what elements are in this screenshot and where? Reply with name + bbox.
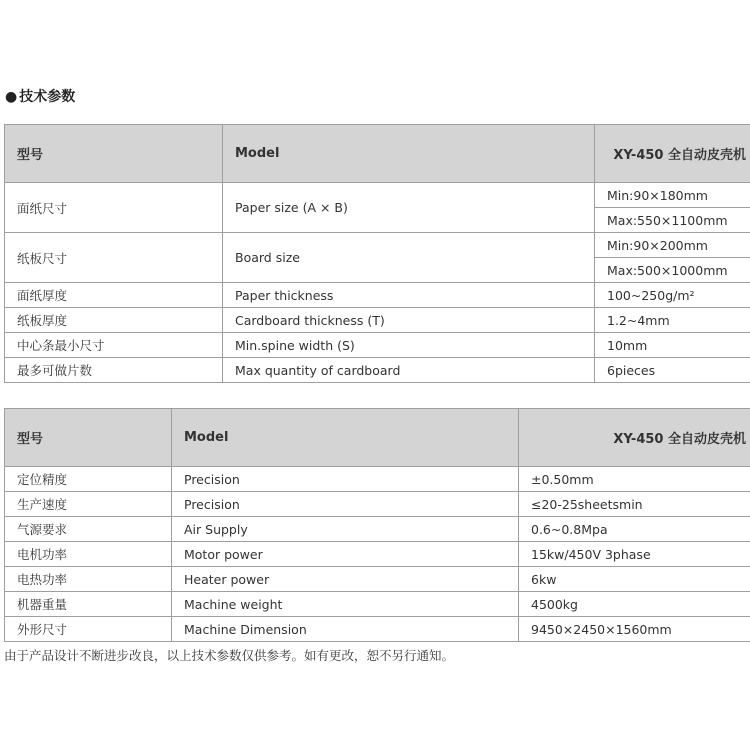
row-value: Max:500×1000mm	[595, 258, 750, 283]
row-value: 6kw	[519, 567, 750, 592]
bullet-icon: ●	[5, 89, 18, 105]
row-value: 100~250g/m²	[595, 283, 750, 308]
table-row	[5, 467, 750, 492]
row-value: 9450×2450×1560mm	[519, 617, 750, 642]
row-label: 电机功率	[5, 542, 172, 567]
header-model: Model	[223, 125, 595, 183]
row-label: 外形尺寸	[5, 617, 172, 642]
row-english: Machine weight	[172, 592, 519, 617]
row-value: 10mm	[595, 333, 750, 358]
section-title: 技术参数	[19, 89, 76, 105]
row-value: 4500kg	[519, 592, 750, 617]
row-label: 中心条最小尺寸	[5, 333, 223, 358]
row-english: Max quantity of cardboard	[223, 358, 595, 383]
table-row	[5, 567, 750, 592]
row-english: Machine Dimension	[172, 617, 519, 642]
row-label: 纸板厚度	[5, 308, 223, 333]
row-label: 定位精度	[5, 467, 172, 492]
row-english: Paper thickness	[223, 283, 595, 308]
row-english: Motor power	[172, 542, 519, 567]
table-row	[5, 183, 750, 208]
row-value: ≤20-25sheetsmin	[519, 492, 750, 517]
header-model: Model	[172, 409, 519, 467]
row-value: Min:90×180mm	[595, 183, 750, 208]
table-row	[5, 617, 750, 642]
row-label: 气源要求	[5, 517, 172, 542]
row-english: Min.spine width (S)	[223, 333, 595, 358]
header-type: 型号	[5, 125, 223, 183]
row-label: 电热功率	[5, 567, 172, 592]
table-row	[5, 517, 750, 542]
row-label: 面纸尺寸	[5, 183, 223, 233]
row-english: Air Supply	[172, 517, 519, 542]
table-row	[5, 233, 750, 258]
row-english: Heater power	[172, 567, 519, 592]
row-label: 最多可做片数	[5, 358, 223, 383]
row-value: 0.6~0.8Mpa	[519, 517, 750, 542]
table-row	[5, 492, 750, 517]
row-label: 面纸厚度	[5, 283, 223, 308]
header-model-value: XY-450 全自动皮壳机	[519, 409, 750, 467]
footnote: 由于产品设计不断进步改良，以上技术参数仅供参考。如有更改，恕不另行通知。	[4, 648, 455, 663]
row-value: 6pieces	[595, 358, 750, 383]
spec-table-2	[4, 408, 750, 642]
row-value: Max:550×1100mm	[595, 208, 750, 233]
table-row	[5, 542, 750, 567]
header-model-value: XY-450 全自动皮壳机	[595, 125, 750, 183]
spec-table-1	[4, 124, 750, 383]
table-row	[5, 358, 750, 383]
table-row	[5, 308, 750, 333]
row-value: 15kw/450V 3phase	[519, 542, 750, 567]
table-header-row	[5, 409, 750, 467]
row-english: Cardboard thickness (T)	[223, 308, 595, 333]
row-english: Paper size (A × B)	[223, 183, 595, 233]
row-english: Precision	[172, 467, 519, 492]
row-value: ±0.50mm	[519, 467, 750, 492]
row-english: Precision	[172, 492, 519, 517]
row-english: Board size	[223, 233, 595, 283]
table-row	[5, 283, 750, 308]
table-row	[5, 592, 750, 617]
row-label: 机器重量	[5, 592, 172, 617]
table-header-row	[5, 125, 750, 183]
row-value: Min:90×200mm	[595, 233, 750, 258]
header-type: 型号	[5, 409, 172, 467]
row-label: 生产速度	[5, 492, 172, 517]
table-row	[5, 333, 750, 358]
section-heading	[5, 87, 75, 107]
row-label: 纸板尺寸	[5, 233, 223, 283]
row-value: 1.2~4mm	[595, 308, 750, 333]
